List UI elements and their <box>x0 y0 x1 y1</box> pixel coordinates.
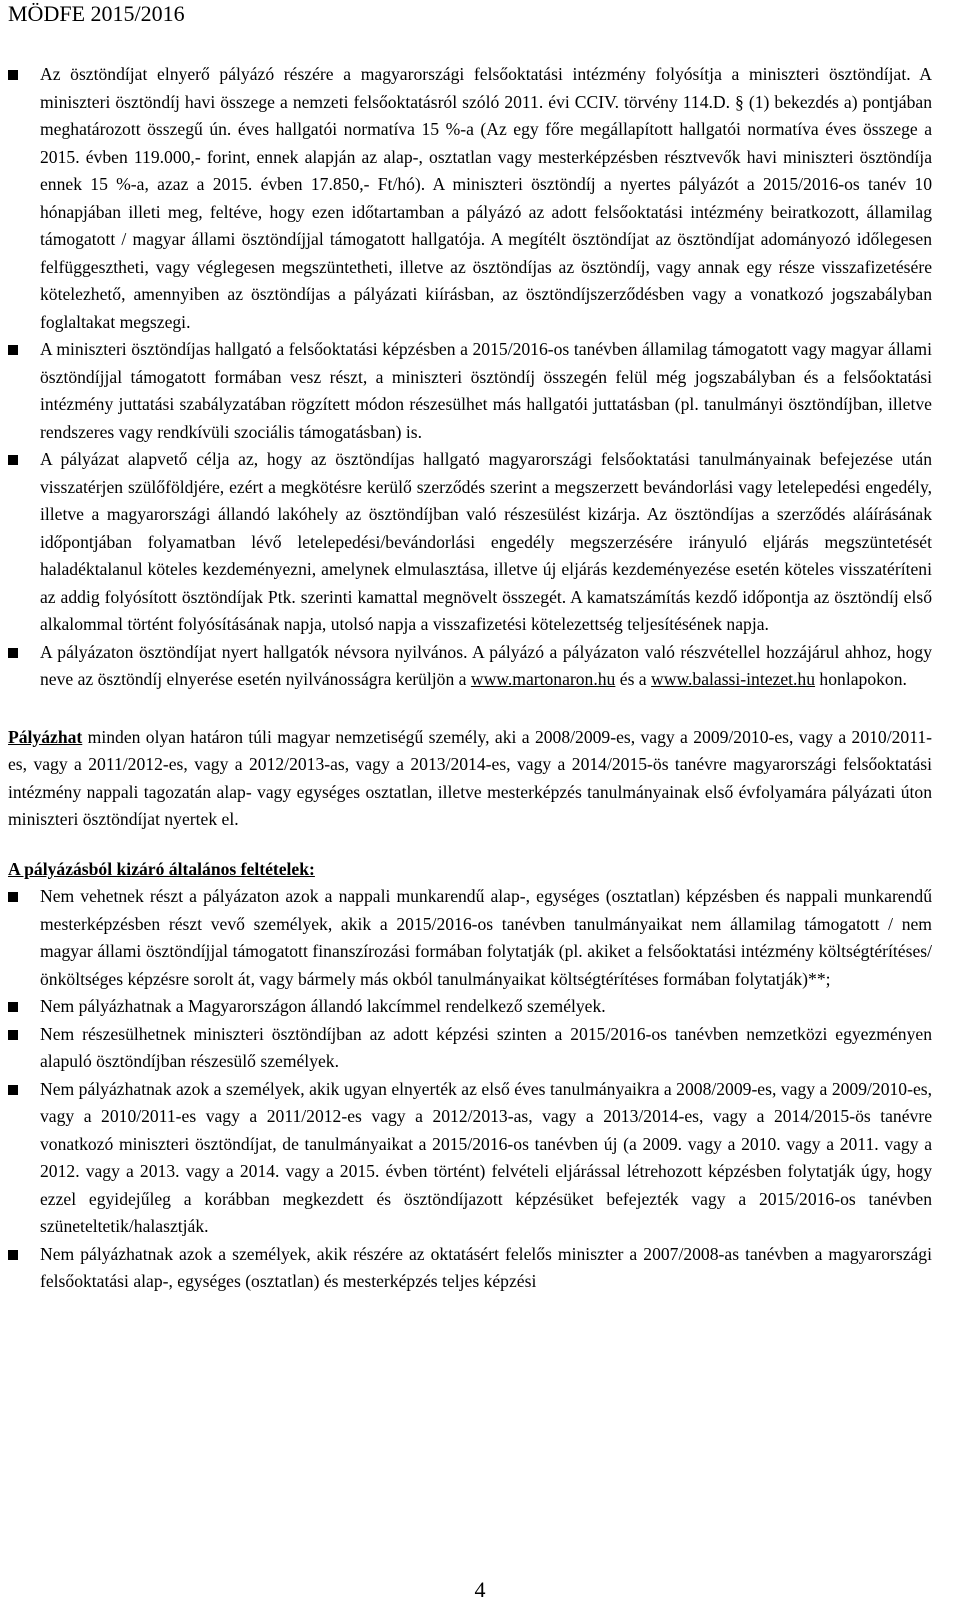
spacer <box>8 834 932 856</box>
list-item: Az ösztöndíjat elnyerő pályázó részére a magyarországi felsőoktatási intézmény folyósítja a miniszteri ösztöndíjat. A miniszteri ösztöndíj havi összege a nemzeti felsőoktatásról szóló 2011. évi CCIV. törvény 114.D. § (1) bekezdés a) pontjában meghatározott összegű ún. éves hallgatói normatíva 15 %-a (Az egy főre megállapított hallgatói normatíva éves összege a 2015. évben 119.000,- forint, ennek alapján az alap-, osztatlan vagy mesterképzésben résztvevők havi miniszteri ösztöndíja ennek 15 %-a, azaz a 2015. évben 17.850,- Ft/hó). A miniszteri ösztöndíj a nyertes pályázót a 2015/2016-os tanév 10 hónapjában illeti meg, feltéve, hogy ezen időtartamban a pályázó az adott felsőoktatási intézmény beiratkozott, államilag támogatott / magyar állami ösztöndíjjal támogatott hallgatója. A megítélt ösztöndíjat az ösztöndíjat adományozó időlegesen felfüggesztheti, vagy véglegesen megszüntetheti, illetve az ösztöndíjas az ösztöndíj, vagy annak egy része visszafizetésére kötelezhető, amennyiben az ösztöndíjas a pályázati kiírásban, az ösztöndíjszerződésben vagy a vonatkozó jogszabályban foglaltakat megszegi. <box>8 61 932 336</box>
exclusions-list <box>8 883 932 1296</box>
link-joiner: és a <box>615 669 652 689</box>
eligibility-paragraph <box>8 724 932 834</box>
spacer <box>8 694 932 724</box>
list-item: Nem pályázhatnak azok a személyek, akik részére az oktatásért felelős miniszter a 2007/2008-as tanévben a magyarországi felsőoktatási alap-, egységes (osztatlan) és mesterképzés teljes képzési <box>8 1241 932 1296</box>
publicity-text: A pályázaton ösztöndíjat nyert hallgatók névsora nyilvános. A pályázó a pályázaton való részvétellel hozzájárul ahhoz, hogy neve az ösztöndíj elnyerése esetén nyilvánosságra kerüljön a <box>40 641 932 689</box>
balassi-link[interactable]: www.balassi-intezet.hu <box>651 669 816 689</box>
martonaron-link[interactable]: www.martonaron.hu <box>470 669 616 689</box>
list-item: Nem vehetnek részt a pályázaton azok a nappali munkarendű alap-, egységes (osztatlan) képzésben és nappali munkarendű mesterképzésben részt vevő személyek, akik a 2015/2016-os tanévben tanulmányaikat nem államilag támogatott / nem magyar állami ösztöndíjjal támogatott finanszírozási formában folytatják (pl. akiket a felsőoktatási intézmény költségtérítéses/önköltséges képzésre sorolt át, vagy bármely más okból tanulmányaikat költségtérítéses formában folytatják)**; <box>8 883 932 993</box>
exclusions-heading: A pályázásból kizáró általános feltételek: <box>8 858 315 879</box>
page-header: MÖDFE 2015/2016 <box>8 1 185 26</box>
list-item: A miniszteri ösztöndíjas hallgató a felsőoktatási képzésben a 2015/2016-os tanévben államilag támogatott vagy magyar állami ösztöndíjjal támogatott formában vesz részt, a miniszteri ösztöndíj összegén felül még jogszabályban és a felsőoktatási intézmény juttatási szabályzatában rögzített módon részesülhet más hallgatói juttatásban (pl. tanulmányi ösztöndíjban, illetve rendszeres vagy rendkívüli szociális támogatásban) is. <box>8 336 932 446</box>
list-item: Nem pályázhatnak azok a személyek, akik ugyan elnyerték az első éves tanulmányaikra a 2008/2009-es, vagy a 2009/2010-es, vagy a 2010/2011-es vagy a 2011/2012-es vagy a 2012/2013-as, vagy a 2013/2014-es, vagy a 2014/2015-ös tanévre vonatkozó miniszteri ösztöndíjat, de tanulmányaikat a 2015/2016-os tanévben új (a 2009. vagy a 2010. vagy a 2011. vagy a 2012. vagy a 2013. vagy a 2014. vagy a 2015. évben történt) felvételi eljárással létrehozott képzésben folytatják úgy, hogy ezzel egyidejűleg a korábban megkezdett és ösztöndíjazott képzésüket befejezték vagy a 2015/2016-os tanévben szüneteltetik/halasztják. <box>8 1076 932 1241</box>
list-item-publicity <box>8 639 932 694</box>
eligibility-lead: Pályázhat <box>8 726 83 747</box>
list-item: Nem részesülhetnek miniszteri ösztöndíjban az adott képzési szinten a 2015/2016-os tanévben nemzetközi egyezményen alapuló ösztöndíjban részesülő személyek. <box>8 1021 932 1076</box>
list-item: Nem pályázhatnak a Magyarországon állandó lakcímmel rendelkező személyek. <box>8 993 932 1021</box>
scholarship-terms-list <box>8 61 932 694</box>
eligibility-text: minden olyan határon túli magyar nemzetiségű személy, aki a 2008/2009-es, vagy a 2009/2010-es, vagy a 2010/2011-es, vagy a 2011/2012-es, vagy a 2012/2013-as, vagy a 2013/2014-es, vagy a 2014/2015-ös tanévre magyarországi felsőoktatási intézmény nappali tagozatán alap- vagy egységes osztatlan, illetve mesterképzés tanulmányainak első évfolyamára pályázati úton miniszteri ösztöndíjat nyertek el. <box>8 726 932 829</box>
document-body <box>8 61 932 1296</box>
link-tail: honlapokon. <box>815 669 907 689</box>
list-item: A pályázat alapvető célja az, hogy az ösztöndíjas hallgató magyarországi felsőoktatási tanulmányainak befejezése után visszatérjen szülőföldjére, ezért a megkötésre kerülő szerződés szerint a megszerzett bevándorlási vagy letelepedési engedély, illetve a magyarországi állandó lakóhely az ösztöndíjban való részesülést kizárja. Az ösztöndíjas a szerződés aláírásának időpontjában folyamatban lévő letelepedési/bevándorlási engedély megszerzésére irányuló eljárás megszüntetését haladéktalanul köteles kezdeményezni, amelynek elmulasztása, illetve új eljárás kezdeményezése esetén köteles visszatéríteni az addig folyósított ösztöndíjak Ptk. szerinti kamattal megnövelt összegét. A kamatszámítás kezdő időpontja az ösztöndíj első alkalommal történt folyósításának napja, utolsó napja a visszafizetési kötelezettség teljesítésének napja. <box>8 446 932 639</box>
page-number: 4 <box>474 1577 486 1602</box>
